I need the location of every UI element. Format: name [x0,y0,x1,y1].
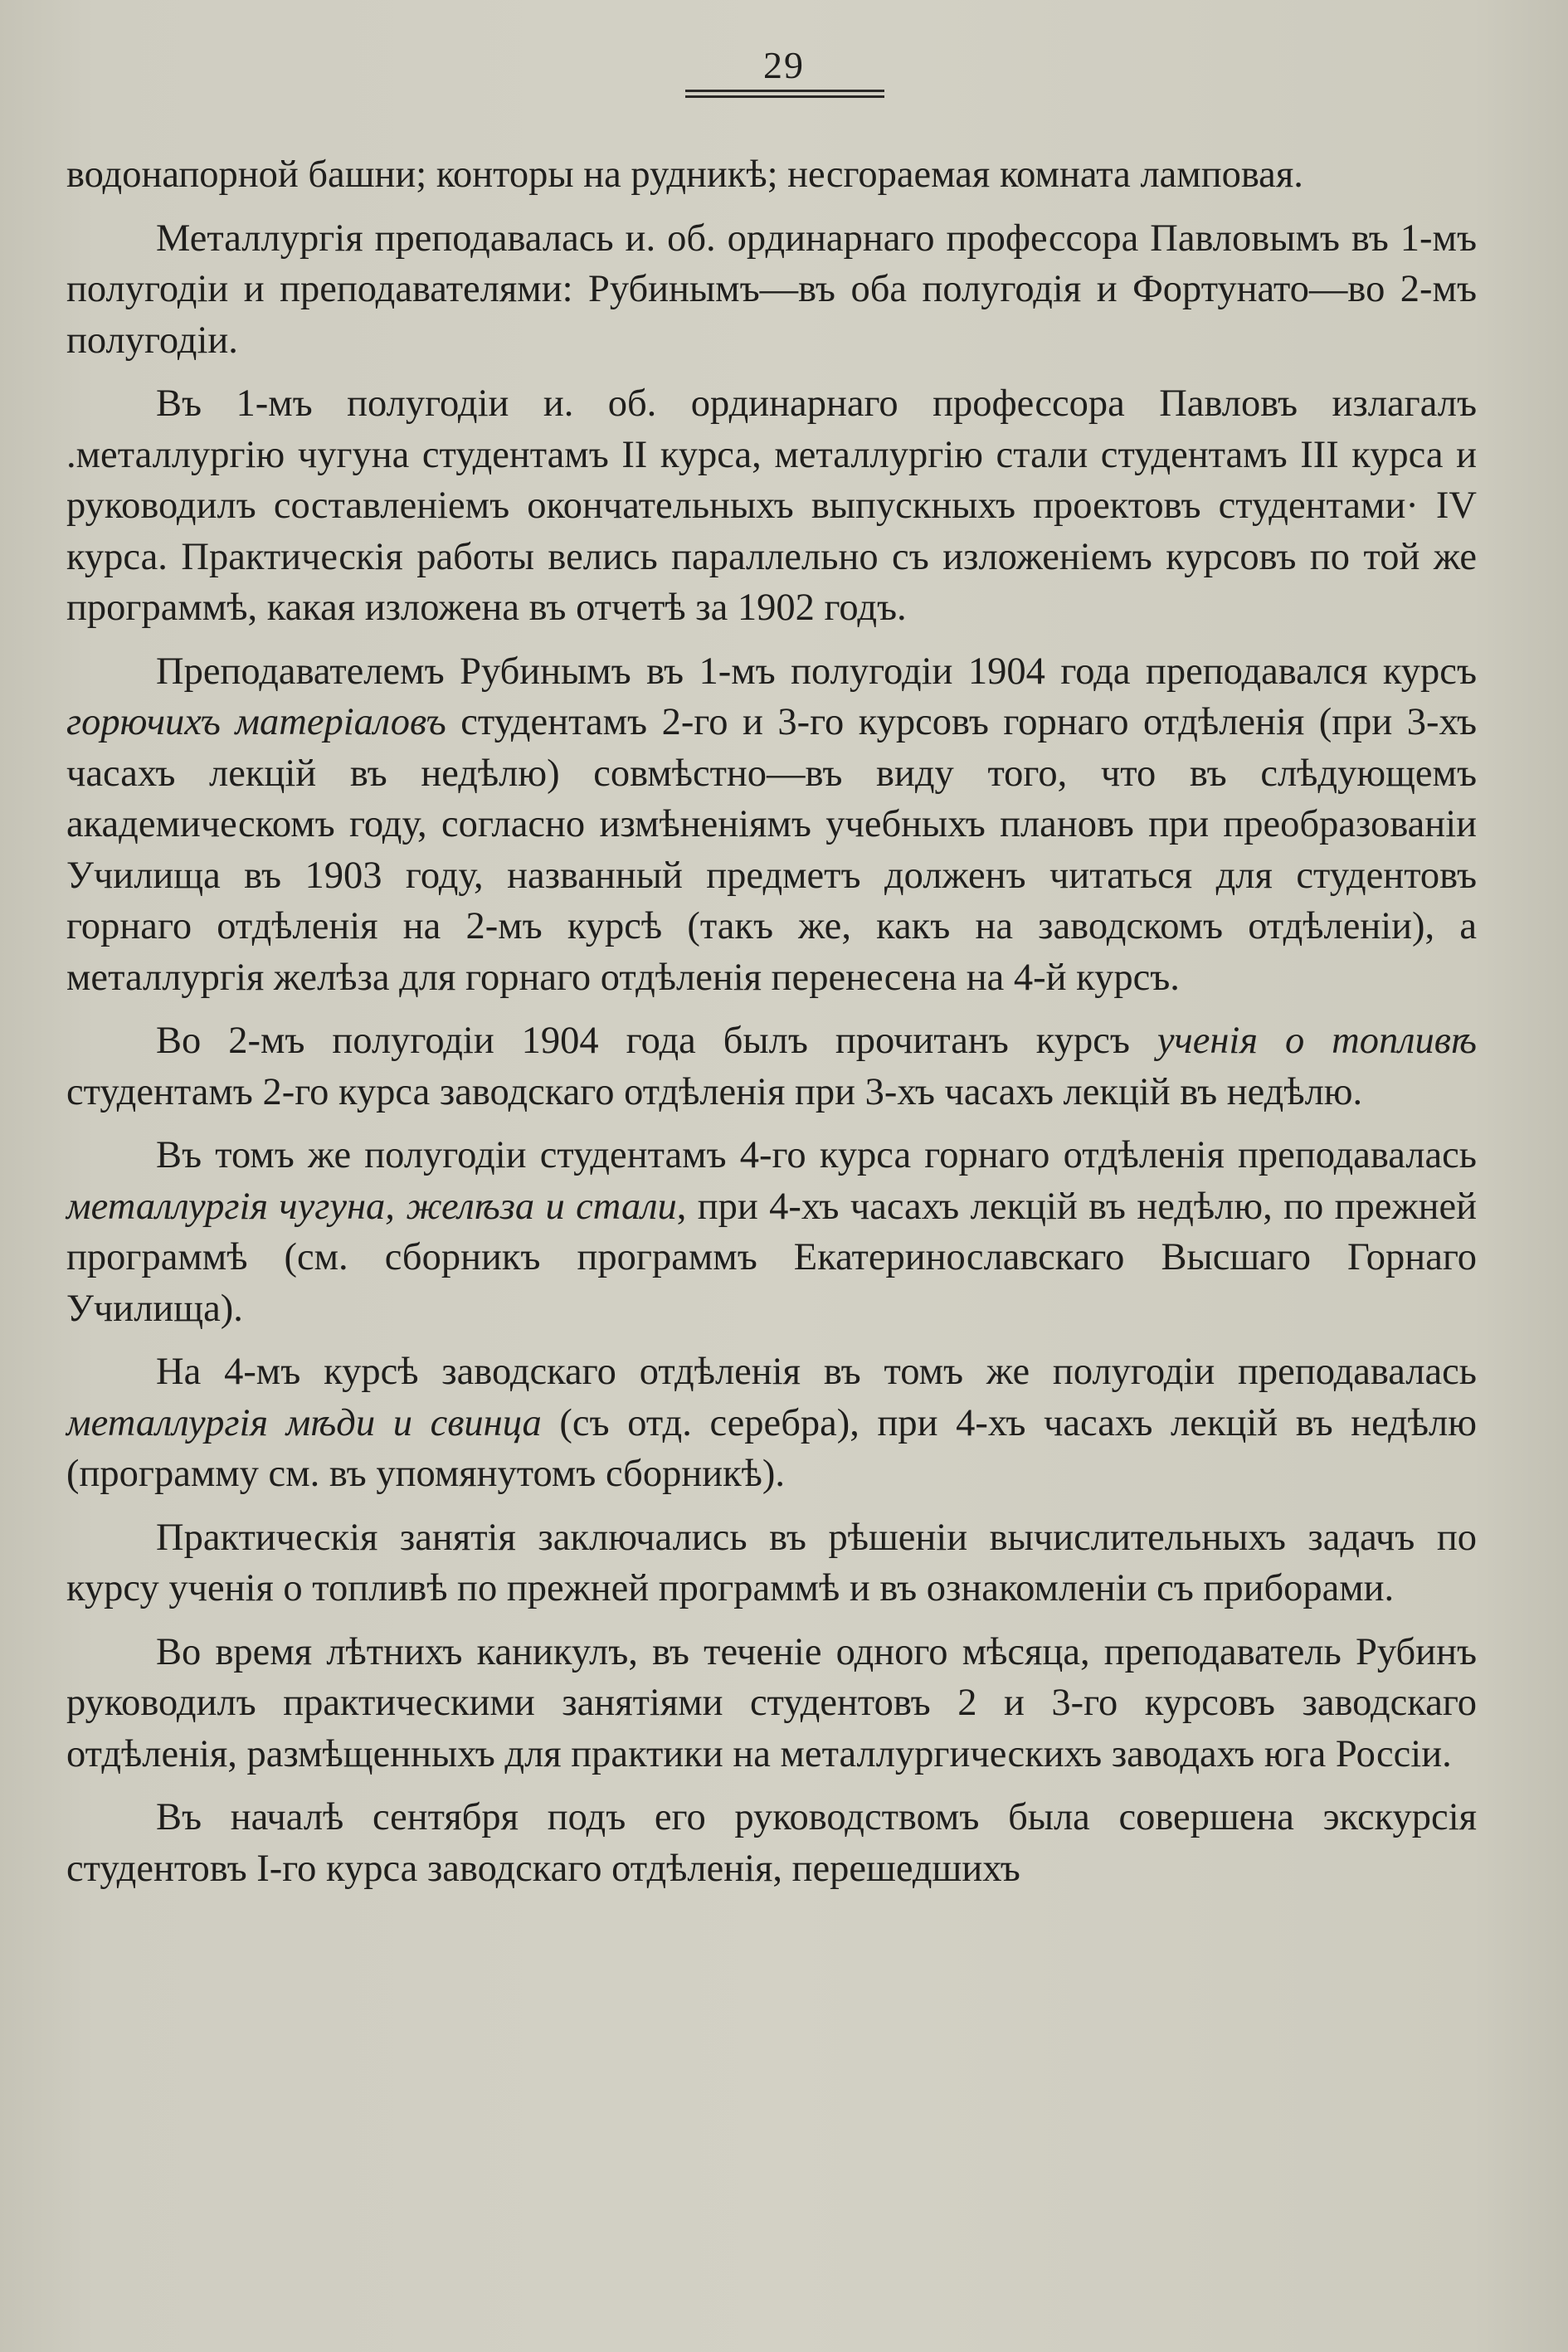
text-run: Преподавателемъ Рубинымъ въ 1-мъ полугодіи 1904 года преподавался курсъ [156,650,1477,693]
paragraph [66,1627,1477,1780]
paragraph [66,1130,1477,1334]
paragraph [66,1346,1477,1500]
body-text [66,149,1477,1906]
paragraph [66,378,1477,634]
italic-term: горючихъ матеріаловъ [66,701,446,743]
text-run: , при 4-хъ часахъ лекцій въ недѣлю, по прежней программѣ (см. сборникъ программъ Екатеринославскаго Высшаго Горнаго Училища). [66,1185,1477,1330]
text-run: студентамъ 2-го и 3-го курсовъ горнаго отдѣленія (при 3-хъ часахъ лекцій въ недѣлю) совмѣстно—въ виду того, что въ слѣдующемъ академическомъ году, согласно измѣненіямъ учебныхъ плановъ при преобразованіи Училища въ 1903 году, названный предметъ долженъ читаться для студентовъ горнаго отдѣленія на 2-мъ курсѣ (такъ же, какъ на заводскомъ отдѣленіи), а металлургія желѣза для горнаго отдѣленія перенесена на 4-й курсъ. [66,701,1477,999]
paragraph [66,149,1477,201]
italic-term: металлургія мѣди и свинца [66,1401,542,1444]
text-run: На 4-мъ курсѣ заводскаго отдѣленія въ томъ же полугодіи преподавалась [156,1351,1477,1393]
paragraph [66,213,1477,367]
text-run: (съ отд. серебра), при 4-хъ часахъ лекцій въ недѣлю (программу см. въ упомянутомъ сборникѣ). [66,1401,1477,1495]
page-number-rule-top [685,90,884,92]
text-run: Въ томъ же полугодіи студентамъ 4-го курса горнаго отдѣленія преподавалась [156,1134,1477,1176]
paragraph [66,646,1477,1004]
text-run: Во время лѣтнихъ каникулъ, въ теченіе одного мѣсяца, преподаватель Рубинъ руководилъ практическими занятіями студентовъ 2 и 3-го курсовъ заводскаго отдѣленія, размѣщенныхъ для практики на металлургическихъ заводахъ юга Россіи. [66,1630,1477,1775]
italic-term: ученія о топливѣ [1157,1020,1477,1062]
paragraph [66,1512,1477,1614]
page-number: 29 [763,44,805,86]
text-run: Практическія занятія заключались въ рѣшеніи вычислительныхъ задачъ по курсу ученія о топливѣ по прежней программѣ и въ ознакомленіи съ приборами. [66,1516,1477,1609]
text-run: Во 2-мъ полугодіи 1904 года былъ прочитанъ курсъ [156,1020,1157,1062]
paragraph [66,1015,1477,1118]
text-run: Металлургія преподавалась и. об. ординарнаго профессора Павловымъ въ 1-мъ полугодіи и преподавателями: Рубинымъ—въ оба полугодія и Фортунато—во 2-мъ полугодіи. [66,217,1477,362]
text-run: Въ началѣ сентября подъ его руководствомъ была совершена экскурсія студентовъ I-го курса заводскаго отдѣленія, перешедшихъ [66,1796,1477,1890]
text-run: студентамъ 2-го курса заводскаго отдѣленія при 3-хъ часахъ лекцій въ недѣлю. [66,1070,1363,1113]
page-number-rule-bottom [685,95,884,98]
text-run: водонапорной башни; конторы на рудникѣ; несгораемая комната ламповая. [66,153,1303,196]
paragraph [66,1792,1477,1894]
text-run: Въ 1-мъ полугодіи и. об. ординарнаго профессора Павловъ излагалъ .металлургію чугуна студентамъ II курса, металлургію стали студентамъ III курса и руководилъ составленіемъ окончательныхъ выпускныхъ проектовъ студентами· IV курса. Практическія работы велись параллельно съ изложеніемъ курсовъ по той же программѣ, какая изложена въ отчетѣ за 1902 годъ. [66,382,1477,629]
italic-term: металлургія чугуна, желѣза и стали [66,1185,677,1228]
